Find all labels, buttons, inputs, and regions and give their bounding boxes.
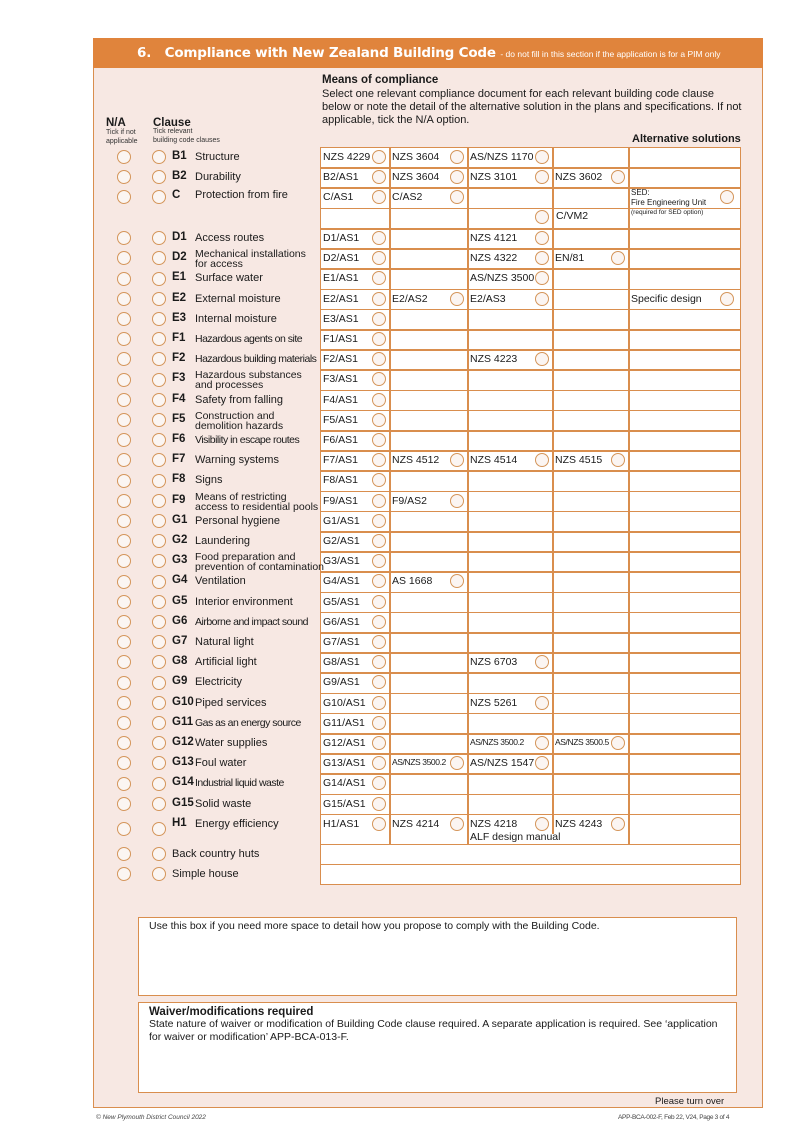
compliance-doc-f2-as1: F2/AS1	[323, 353, 359, 366]
grid-row-divider	[320, 794, 741, 796]
clause-radio-g6[interactable]	[152, 615, 166, 629]
clause-radio-g7[interactable]	[152, 635, 166, 649]
clause-code: H1	[172, 816, 187, 829]
clause-label: Solid waste	[195, 797, 252, 810]
clause-column-title: Clause	[153, 117, 191, 129]
compliance-doc-radio[interactable]	[372, 170, 386, 184]
compliance-doc-radio[interactable]	[372, 433, 386, 447]
please-turn-over: Please turn over	[655, 1096, 725, 1107]
compliance-doc-nzs-4515: NZS 4515	[555, 454, 603, 467]
clause-radio-f5[interactable]	[152, 413, 166, 427]
compliance-doc-g2-as1: G2/AS1	[323, 535, 360, 547]
grid-row-divider	[320, 773, 741, 775]
compliance-doc-radio[interactable]	[450, 190, 464, 204]
clause-radio-g10[interactable]	[152, 696, 166, 710]
na-radio-f3[interactable]	[117, 373, 131, 387]
compliance-doc-radio[interactable]	[450, 170, 464, 184]
na-radio-g7[interactable]	[117, 635, 131, 649]
clause-label: Warning systems	[195, 454, 279, 467]
clause-label-simple-house: Simple house	[172, 867, 239, 880]
compliance-doc-h1-as1: H1/AS1	[323, 817, 360, 830]
clause-radio-b2[interactable]	[152, 170, 166, 184]
compliance-doc-e2-as2: E2/AS2	[392, 292, 428, 305]
na-radio-h1[interactable]	[117, 822, 131, 836]
compliance-doc-g5-as1: G5/AS1	[323, 595, 360, 608]
clause-code: E2	[172, 291, 187, 304]
compliance-doc-nzs-4229: NZS 4229	[323, 151, 371, 163]
waiver-title: Waiver/modifications required	[149, 1006, 314, 1018]
grid-row-divider	[320, 864, 741, 866]
compliance-doc-alf-design-manual: ALF design manual	[470, 830, 561, 843]
clause-label: Access routes	[195, 232, 265, 244]
clause-code: B1	[172, 150, 187, 162]
compliance-doc-as-nzs-3500: AS/NZS 3500	[470, 272, 535, 285]
alternative-solution-sed: SED: Fire Engineering Unit (required for SED option)	[631, 188, 707, 216]
compliance-doc-f6-as1: F6/AS1	[323, 434, 359, 446]
clause-code: G14	[172, 776, 194, 789]
clause-label: Hazardous agents on site	[195, 333, 303, 345]
compliance-doc-nzs-4218: NZS 4218	[470, 817, 518, 830]
compliance-doc-g10-as1: G10/AS1	[323, 696, 366, 709]
na-radio-extra-0[interactable]	[117, 847, 131, 861]
clause-radio-extra-1[interactable]	[152, 867, 166, 881]
grid-column-divider	[389, 147, 391, 844]
compliance-doc-radio[interactable]	[372, 150, 386, 164]
compliance-doc-nzs-4223: NZS 4223	[470, 353, 518, 366]
clause-label: Airborne and impact sound	[195, 615, 308, 628]
compliance-doc-f4-as1: F4/AS1	[323, 393, 359, 406]
na-radio-f1[interactable]	[117, 332, 131, 346]
compliance-doc-g8-as1: G8/AS1	[323, 656, 360, 669]
means-of-compliance-instructions: Select one relevant compliance document for each relevant building code clause below or note the detail of the alternative solution in the plans and specifications. If not applicable, tick the N/A option.	[322, 88, 742, 127]
na-radio-f5[interactable]	[117, 413, 131, 427]
grid-row-divider	[320, 309, 741, 311]
compliance-doc-e2-as3: E2/AS3	[470, 292, 506, 305]
grid-column-divider	[467, 147, 469, 844]
compliance-doc-as-nzs-1170: AS/NZS 1170	[470, 151, 534, 163]
grid-column-divider	[628, 814, 630, 844]
compliance-doc-as-nzs-3500-5: AS/NZS 3500.5	[555, 737, 609, 747]
compliance-doc-nzs-3604: NZS 3604	[392, 151, 440, 163]
section-title: 6. Compliance with New Zealand Building Code - do not fill in this section if the application is for a PIM only	[137, 45, 721, 61]
clause-label: Artificial light	[195, 656, 257, 669]
clause-label: External moisture	[195, 292, 281, 305]
means-of-compliance-title: Means of compliance	[322, 74, 439, 86]
grid-row-divider	[320, 289, 741, 291]
clause-code: G2	[172, 534, 188, 546]
compliance-doc-f5-as1: F5/AS1	[323, 413, 359, 426]
compliance-doc-g13-as1: G13/AS1	[323, 757, 366, 770]
grid-row-divider	[320, 430, 741, 432]
clause-label: Laundering	[195, 535, 251, 547]
compliance-doc-c-as2: C/AS2	[392, 191, 423, 203]
clause-radio-b1[interactable]	[152, 150, 166, 164]
compliance-doc-g11-as1: G11/AS1	[323, 716, 365, 729]
na-radio-e2[interactable]	[117, 292, 131, 306]
clause-label: Personal hygiene	[195, 514, 281, 527]
clause-column-subtitle: Tick relevant building code clauses	[153, 128, 220, 144]
clause-radio-f4[interactable]	[152, 393, 166, 407]
compliance-doc-g7-as1: G7/AS1	[323, 636, 360, 648]
grid-column-divider	[628, 147, 630, 844]
na-radio-g6[interactable]	[117, 615, 131, 629]
clause-code: E3	[172, 311, 187, 324]
compliance-doc-radio[interactable]	[450, 817, 464, 831]
clause-radio-g15[interactable]	[152, 797, 166, 811]
compliance-doc-g3-as1: G3/AS1	[323, 555, 360, 568]
grid-row-divider	[320, 390, 741, 392]
footer-copyright: © New Plymouth District Council 2022	[96, 1114, 206, 1121]
grid-row-divider	[320, 491, 741, 493]
alternative-solution-label: Specific design	[631, 292, 702, 305]
clause-label: Signs	[195, 474, 223, 487]
clause-code: G9	[172, 675, 188, 688]
compliance-doc-e1-as1: E1/AS1	[323, 272, 359, 285]
compliance-doc-g6-as1: G6/AS1	[323, 615, 360, 628]
na-radio-e3[interactable]	[117, 312, 131, 326]
clause-label: Structure	[195, 151, 240, 163]
grid-row-divider	[320, 511, 741, 513]
clause-radio-c[interactable]	[152, 190, 166, 204]
compliance-doc-as-nzs-3500-2: AS/NZS 3500.2	[392, 757, 446, 768]
clause-label: Interior environment	[195, 595, 293, 608]
compliance-doc-radio[interactable]	[372, 393, 386, 407]
clause-code: G4	[172, 574, 188, 587]
clause-radio-f6[interactable]	[152, 433, 166, 447]
clause-radio-f1[interactable]	[152, 332, 166, 346]
compliance-doc-radio[interactable]	[372, 635, 386, 649]
na-radio-g2[interactable]	[117, 534, 131, 548]
footer-document-ref: APP-BCA-002-F, Feb 22, V24, Page 3 of 4	[618, 1114, 730, 1121]
na-column-title: N/A	[106, 117, 126, 129]
clause-code: D2	[172, 251, 187, 264]
clause-label: Surface water	[195, 272, 263, 285]
compliance-doc-radio[interactable]	[372, 797, 386, 811]
clause-code: G13	[172, 756, 194, 769]
alternative-solution-radio[interactable]	[720, 292, 734, 306]
na-radio-g1[interactable]	[117, 514, 131, 528]
na-radio-b2[interactable]	[117, 170, 131, 184]
compliance-doc-en-81: EN/81	[555, 252, 585, 265]
alternative-solution-radio[interactable]	[720, 190, 734, 204]
grid-row-divider	[320, 571, 741, 573]
compliance-doc-e2-as1: E2/AS1	[323, 292, 359, 305]
grid-row-divider	[320, 753, 741, 755]
na-radio-g11[interactable]	[117, 716, 131, 730]
clause-label: Hazardous substances and processes	[195, 369, 302, 392]
compliance-doc-g12-as1: G12/AS1	[323, 737, 366, 749]
clause-label: Hazardous building materials	[195, 353, 317, 366]
section-subtitle: - do not fill in this section if the application is for a PIM only	[500, 49, 721, 59]
compliance-doc-g1-as1: G1/AS1	[323, 514, 360, 527]
grid-row-divider	[320, 652, 741, 654]
na-radio-g12[interactable]	[117, 736, 131, 750]
compliance-doc-e3-as1: E3/AS1	[323, 312, 359, 325]
na-radio-e1[interactable]	[117, 272, 131, 286]
na-column-subtitle: Tick if not applicable	[106, 129, 138, 145]
compliance-doc-f8-as1: F8/AS1	[323, 474, 359, 487]
compliance-doc-nzs-3101: NZS 3101	[470, 171, 518, 183]
compliance-doc-g14-as1: G14/AS1	[323, 777, 366, 790]
grid-row-divider	[320, 228, 741, 230]
grid-row-divider	[320, 612, 741, 614]
compliance-doc-radio[interactable]	[372, 696, 386, 710]
clause-label: Water supplies	[195, 737, 268, 749]
clause-radio-d1[interactable]	[152, 231, 166, 245]
clause-code: F5	[172, 412, 186, 425]
compliance-doc-g9-as1: G9/AS1	[323, 676, 360, 689]
clause-radio-g12[interactable]	[152, 736, 166, 750]
na-radio-g10[interactable]	[117, 696, 131, 710]
clause-radio-g1[interactable]	[152, 514, 166, 528]
grid-row-divider	[320, 450, 741, 452]
clause-code: F9	[172, 493, 186, 506]
na-radio-extra-1[interactable]	[117, 867, 131, 881]
clause-radio-f3[interactable]	[152, 373, 166, 387]
compliance-doc-radio[interactable]	[450, 292, 464, 306]
compliance-doc-radio[interactable]	[611, 817, 625, 831]
grid-row-divider	[320, 814, 741, 816]
more-space-textbox[interactable]	[138, 917, 737, 996]
na-radio-b1[interactable]	[117, 150, 131, 164]
clause-code: F8	[172, 473, 186, 486]
compliance-doc-d1-as1: D1/AS1	[323, 232, 360, 244]
compliance-doc-radio[interactable]	[535, 696, 549, 710]
clause-label: Internal moisture	[195, 312, 277, 325]
compliance-doc-nzs-5261: NZS 5261	[470, 696, 518, 709]
clause-code: F6	[172, 433, 186, 445]
clause-label: Natural light	[195, 636, 254, 648]
clause-radio-e2[interactable]	[152, 292, 166, 306]
compliance-doc-radio[interactable]	[372, 494, 386, 508]
compliance-doc-radio[interactable]	[372, 514, 386, 528]
na-radio-f4[interactable]	[117, 393, 131, 407]
compliance-doc-f7-as1: F7/AS1	[323, 454, 359, 467]
clause-radio-g4[interactable]	[152, 575, 166, 589]
compliance-doc-nzs-4121: NZS 4121	[470, 232, 518, 244]
na-radio-g15[interactable]	[117, 797, 131, 811]
compliance-doc-d2-as1: D2/AS1	[323, 252, 360, 265]
na-radio-g9[interactable]	[117, 676, 131, 690]
compliance-doc-b2-as1: B2/AS1	[323, 171, 359, 183]
compliance-doc-nzs-3604: NZS 3604	[392, 171, 440, 183]
compliance-doc-radio[interactable]	[535, 170, 549, 184]
compliance-doc-nzs-4243: NZS 4243	[555, 817, 603, 830]
compliance-doc-radio[interactable]	[535, 817, 549, 831]
clause-code: G15	[172, 796, 194, 809]
na-radio-c[interactable]	[117, 190, 131, 204]
compliance-doc-radio[interactable]	[535, 736, 549, 750]
compliance-doc-radio[interactable]	[535, 150, 549, 164]
compliance-doc-as-nzs-1547: AS/NZS 1547	[470, 757, 535, 770]
compliance-doc-radio[interactable]	[535, 292, 549, 306]
clause-label: Durability	[195, 171, 241, 183]
clause-label: Industrial liquid waste	[195, 777, 284, 790]
compliance-doc-radio[interactable]	[372, 292, 386, 306]
na-radio-f8[interactable]	[117, 474, 131, 488]
grid-row-divider	[320, 693, 741, 695]
clause-label: Means of restricting access to residential pools	[195, 490, 319, 513]
compliance-doc-radio[interactable]	[372, 817, 386, 831]
clause-code: F4	[172, 392, 186, 405]
compliance-doc-radio[interactable]	[372, 716, 386, 730]
clause-code: G10	[172, 695, 194, 708]
clause-radio-g11[interactable]	[152, 716, 166, 730]
compliance-doc-radio[interactable]	[611, 736, 625, 750]
compliance-doc-radio[interactable]	[372, 190, 386, 204]
clause-label: Ventilation	[195, 575, 246, 588]
clause-label: Energy efficiency	[195, 817, 279, 830]
clause-radio-g2[interactable]	[152, 534, 166, 548]
clause-code: G11	[172, 715, 194, 728]
grid-row-divider	[320, 844, 741, 846]
clause-radio-g5[interactable]	[152, 595, 166, 609]
grid-column-divider	[552, 147, 554, 834]
alternative-solutions-title: Alternative solutions	[632, 133, 741, 145]
grid-row-divider	[320, 470, 741, 472]
compliance-doc-radio[interactable]	[372, 736, 386, 750]
compliance-doc-as-nzs-3500-2: AS/NZS 3500.2	[470, 737, 524, 747]
clause-label: Piped services	[195, 696, 267, 709]
grid-row-divider	[320, 632, 741, 634]
clause-code: F3	[172, 372, 186, 385]
na-radio-g14[interactable]	[117, 777, 131, 791]
na-radio-g5[interactable]	[117, 595, 131, 609]
na-radio-f6[interactable]	[117, 433, 131, 447]
clause-code: G1	[172, 513, 188, 526]
clause-label: Safety from falling	[195, 393, 284, 406]
clause-code: F1	[172, 332, 186, 344]
clause-code: G8	[172, 655, 188, 668]
clause-label: Food preparation and prevention of contamination	[195, 551, 324, 574]
compliance-doc-f9-as1: F9/AS1	[323, 494, 359, 507]
compliance-doc-radio[interactable]	[450, 494, 464, 508]
clause-code: G3	[172, 554, 188, 567]
grid-row-divider	[320, 713, 741, 715]
na-radio-d1[interactable]	[117, 231, 131, 245]
clause-label: Electricity	[195, 676, 243, 689]
compliance-doc-c-as1: C/AS1	[323, 191, 354, 203]
grid-row-divider	[320, 329, 741, 331]
grid-row-divider	[320, 733, 741, 735]
na-radio-f9[interactable]	[117, 494, 131, 508]
clause-label: Construction and demolition hazards	[195, 409, 284, 432]
grid-row-divider	[320, 410, 741, 412]
clause-label-back-country-huts: Back country huts	[172, 847, 260, 860]
grid-row-divider	[320, 672, 741, 674]
grid-row-divider	[320, 268, 741, 270]
compliance-doc-radio[interactable]	[372, 332, 386, 346]
grid-row-divider	[320, 592, 741, 594]
compliance-doc-radio[interactable]	[372, 312, 386, 326]
clause-radio-e3[interactable]	[152, 312, 166, 326]
clause-code: F2	[172, 352, 186, 365]
compliance-doc-radio[interactable]	[535, 231, 549, 245]
compliance-doc-radio[interactable]	[372, 413, 386, 427]
clause-radio-f8[interactable]	[152, 474, 166, 488]
clause-code: G6	[172, 614, 188, 627]
clause-code: F7	[172, 453, 186, 466]
compliance-doc-nzs-4322: NZS 4322	[470, 252, 518, 265]
compliance-doc-g15-as1: G15/AS1	[323, 797, 366, 810]
clause-label: Protection from fire	[195, 189, 288, 201]
clause-label: Mechanical installations for access	[195, 248, 306, 271]
compliance-doc-nzs-4514: NZS 4514	[470, 454, 518, 467]
compliance-doc-radio[interactable]	[535, 210, 549, 224]
clause-radio-extra-0[interactable]	[152, 847, 166, 861]
compliance-doc-nzs-4214: NZS 4214	[392, 817, 440, 830]
clause-radio-g9[interactable]	[152, 676, 166, 690]
compliance-doc-radio[interactable]	[450, 150, 464, 164]
compliance-doc-radio[interactable]	[611, 170, 625, 184]
clause-label: Foul water	[195, 757, 247, 770]
clause-code: G12	[172, 736, 194, 748]
clause-code: E1	[172, 271, 187, 284]
compliance-doc-f1-as1: F1/AS1	[323, 333, 359, 345]
waiver-textbox[interactable]	[138, 1002, 737, 1093]
clause-code: B2	[172, 170, 187, 182]
na-radio-g4[interactable]	[117, 575, 131, 589]
clause-code: D1	[172, 231, 187, 243]
more-space-label: Use this box if you need more space to detail how you propose to comply with the Building Code.	[149, 920, 600, 932]
clause-code: G7	[172, 635, 188, 647]
compliance-doc-as-1668: AS 1668	[392, 575, 433, 588]
compliance-doc-radio[interactable]	[372, 534, 386, 548]
compliance-doc-f9-as2: F9/AS2	[392, 494, 428, 507]
section-header-band	[93, 38, 763, 68]
grid-row-divider	[320, 531, 741, 533]
clause-radio-g14[interactable]	[152, 777, 166, 791]
compliance-doc-radio[interactable]	[372, 231, 386, 245]
compliance-doc-nzs-4512: NZS 4512	[392, 454, 440, 467]
clause-label: Visibility in escape routes	[195, 434, 300, 446]
compliance-doc-c-vm2: C/VM2	[556, 210, 589, 222]
grid-row-divider	[320, 248, 741, 250]
clause-code: G5	[172, 594, 188, 607]
clause-radio-e1[interactable]	[152, 272, 166, 286]
compliance-doc-nzs-6703: NZS 6703	[470, 656, 518, 669]
waiver-instructions: State nature of waiver or modification of Building Code clause required. A separate application is required. See ‘application for waiver or modification’ APP-BCA-013-F.	[149, 1018, 718, 1043]
compliance-doc-g4-as1: G4/AS1	[323, 575, 360, 588]
grid-row-divider	[320, 349, 741, 351]
compliance-doc-f3-as1: F3/AS1	[323, 373, 359, 386]
clause-label: Gas as an energy source	[195, 716, 301, 729]
clause-code: C	[172, 189, 181, 201]
compliance-doc-radio[interactable]	[372, 595, 386, 609]
clause-radio-f9[interactable]	[152, 494, 166, 508]
compliance-doc-nzs-3602: NZS 3602	[555, 171, 603, 183]
grid-row-divider	[320, 369, 741, 371]
grid-row-divider	[320, 167, 741, 169]
clause-radio-h1[interactable]	[152, 822, 166, 836]
grid-row-divider	[320, 551, 741, 553]
compliance-doc-radio[interactable]	[372, 615, 386, 629]
